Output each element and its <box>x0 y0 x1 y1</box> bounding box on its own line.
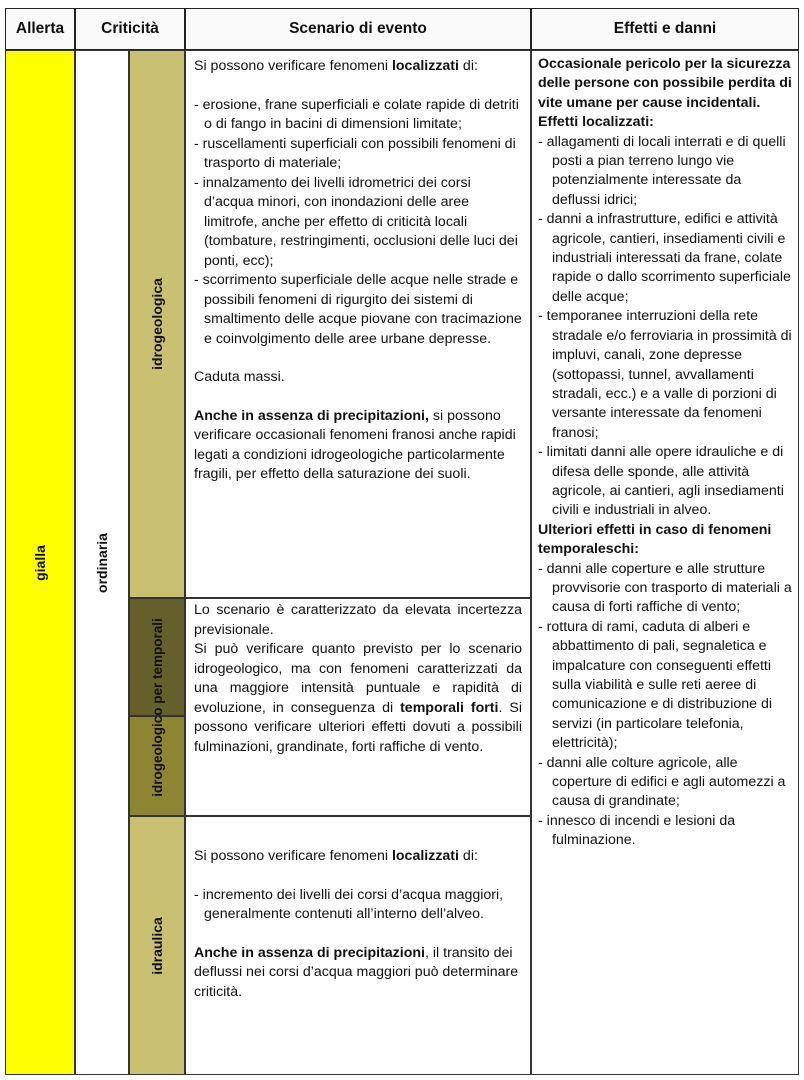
idro-anche-bold: Anche in assenza di precipitazioni, <box>194 407 429 424</box>
effetti-temp-item: - danni alle coperture e alle strutture provvisorie con trasporto di materiali a causa di forti raffiche di vento; <box>538 560 792 616</box>
idraulica-anche-bold: Anche in assenza di precipitazioni <box>194 944 425 961</box>
criticita-level: ordinaria <box>94 532 110 593</box>
idraulica-intro <box>194 847 522 867</box>
effetti-temp-title: Ulteriori effetti in caso di fenomeni temporaleschi: <box>538 521 772 558</box>
effetti-loc-item: - danni a infrastrutture, edifici e attività agricole, cantieri, insediamenti civili e industriali interessati da frane, colate rapide o dallo scorrimento superficiale delle acque; <box>538 211 791 305</box>
temp-p2 <box>194 640 522 757</box>
header-allerta-label: Allerta <box>15 20 65 37</box>
idro-intro <box>194 57 522 77</box>
effetti-lead: Occasionale pericolo per la sicurezza delle persone con possibile perdita di vite umane per cause incidentali. <box>538 56 792 111</box>
idraulica-item: - incremento dei livelli dei corsi d’acqua maggiori, generalmente contenuti all’interno dell’alveo. <box>194 886 504 922</box>
allerta-level: gialla <box>31 544 48 581</box>
sub-idraulica <box>129 816 185 1075</box>
sub-idrogeologica-label: idrogeologica <box>149 278 166 370</box>
idraulica-anche <box>194 944 522 1003</box>
idro-intro-c: di: <box>458 58 478 74</box>
scenario-idrogeologica <box>185 50 531 598</box>
idro-intro-b: localizzati <box>391 58 459 74</box>
idraulica-anche-rest: , il transito dei deflussi nei corsi d’acqua maggiori può determinare criticità. <box>194 944 519 1000</box>
idraulica-intro-c: di: <box>458 848 478 864</box>
header-criticita <box>75 8 185 50</box>
header-scenario-label: Scenario di evento <box>289 20 427 37</box>
criticita-cell <box>75 50 129 1075</box>
effetti-loc-title: Effetti localizzati: <box>538 114 654 131</box>
sub-idrogeologica <box>129 50 185 598</box>
idro-intro-a: Si possono verificare fenomeni <box>194 58 392 74</box>
header-effetti <box>531 8 799 50</box>
idro-anche-rest: si possono verificare occasionali fenomeni franosi anche rapidi legati a condizioni idrogeologiche particolarmente fragili, per effetto della saturazione dei suoli. <box>194 407 516 482</box>
idraulica-intro-a: Si possono verificare fenomeni <box>194 848 392 864</box>
sub-temporali-label: idrogeologico per temporali <box>149 617 165 797</box>
idraulica-intro-b: localizzati <box>391 848 459 864</box>
idro-anche <box>194 407 522 485</box>
effetti-temp-item: - rottura di rami, caduta di alberi e abbattimento di pali, segnaletica e impalcature con conseguenti effetti sulla viabilità e sulle reti aeree di comunicazione e di distribuzione di servizi (in particolare telefonia, elettricità); <box>538 618 773 752</box>
header-allerta <box>5 8 75 50</box>
allerta-cell <box>5 50 75 1075</box>
temp-p2c: . Si possono verificare ulteriori effetti dovuti a possibili fulminazioni, grandinate, forti raffiche di vento. <box>194 699 522 755</box>
effetti-temp-item: - innesco di incendi e lesioni da fulminazione. <box>538 812 736 849</box>
idro-item: - scorrimento superficiale delle acque nelle strade e possibili fenomeni di rigurgito dei sistemi di smaltimento delle acque piovane con tracimazione e coinvolgimento delle aree urbane depresse. <box>194 272 522 347</box>
idro-item: - erosione, frane superficiali e colate rapide di detriti o di fango in bacini di dimensioni limitate; <box>194 96 519 132</box>
sub-temporali <box>129 598 185 816</box>
header-scenario <box>185 8 531 50</box>
temp-p2a: Si può verificare quanto previsto per lo scenario idrogeologico, ma con fenomeni caratterizzati da una maggiore intensità puntuale e rapidità di evoluzione, in conseguenza di <box>194 641 522 716</box>
idro-caduta: Caduta massi. <box>194 369 285 385</box>
scenario-idraulica <box>185 816 531 1075</box>
scenario-temporali <box>185 598 531 816</box>
idro-item: - innalzamento dei livelli idrometrici dei corsi d’acqua minori, con inondazioni delle aree limitrofe, anche per effetto di criticità locali (tombature, restringimenti, occlusioni delle luci dei ponti, ecc); <box>194 174 518 269</box>
header-effetti-label: Effetti e danni <box>613 20 717 37</box>
idro-item: - ruscellamenti superficiali con possibili fenomeni di trasporto di materiale; <box>194 135 516 171</box>
sub-idraulica-label: idraulica <box>149 916 165 975</box>
temp-p2b: temporali forti <box>400 699 499 716</box>
effetti-temp-item: - danni alle colture agricole, alle coperture di edifici e agli automezzi a causa di grandinate; <box>538 754 786 810</box>
effetti-loc-item: - allagamenti di locali interrati e di quelli posti a pian terreno lungo vie potenzialmente interessate da deflussi idrici; <box>538 133 786 208</box>
header-criticita-label: Criticità <box>101 20 159 37</box>
temp-p1: Lo scenario è caratterizzato da elevata incertezza previsionale. <box>194 602 522 638</box>
effetti-loc-item: - temporanee interruzioni della rete stradale e/o ferroviaria in prossimità di impluvi, canali, zone depresse (sottopassi, tunnel, avvallamenti stradali, ecc.) e a valle di porzioni di versante interessate da fenomeni franosi; <box>538 308 792 441</box>
effetti-cell <box>531 50 799 1075</box>
effetti-loc-item: - limitati danni alle opere idrauliche e di difesa delle sponde, alle attività agricole, ai cantieri, agli insediamenti civili e industriali in alveo. <box>538 444 784 519</box>
